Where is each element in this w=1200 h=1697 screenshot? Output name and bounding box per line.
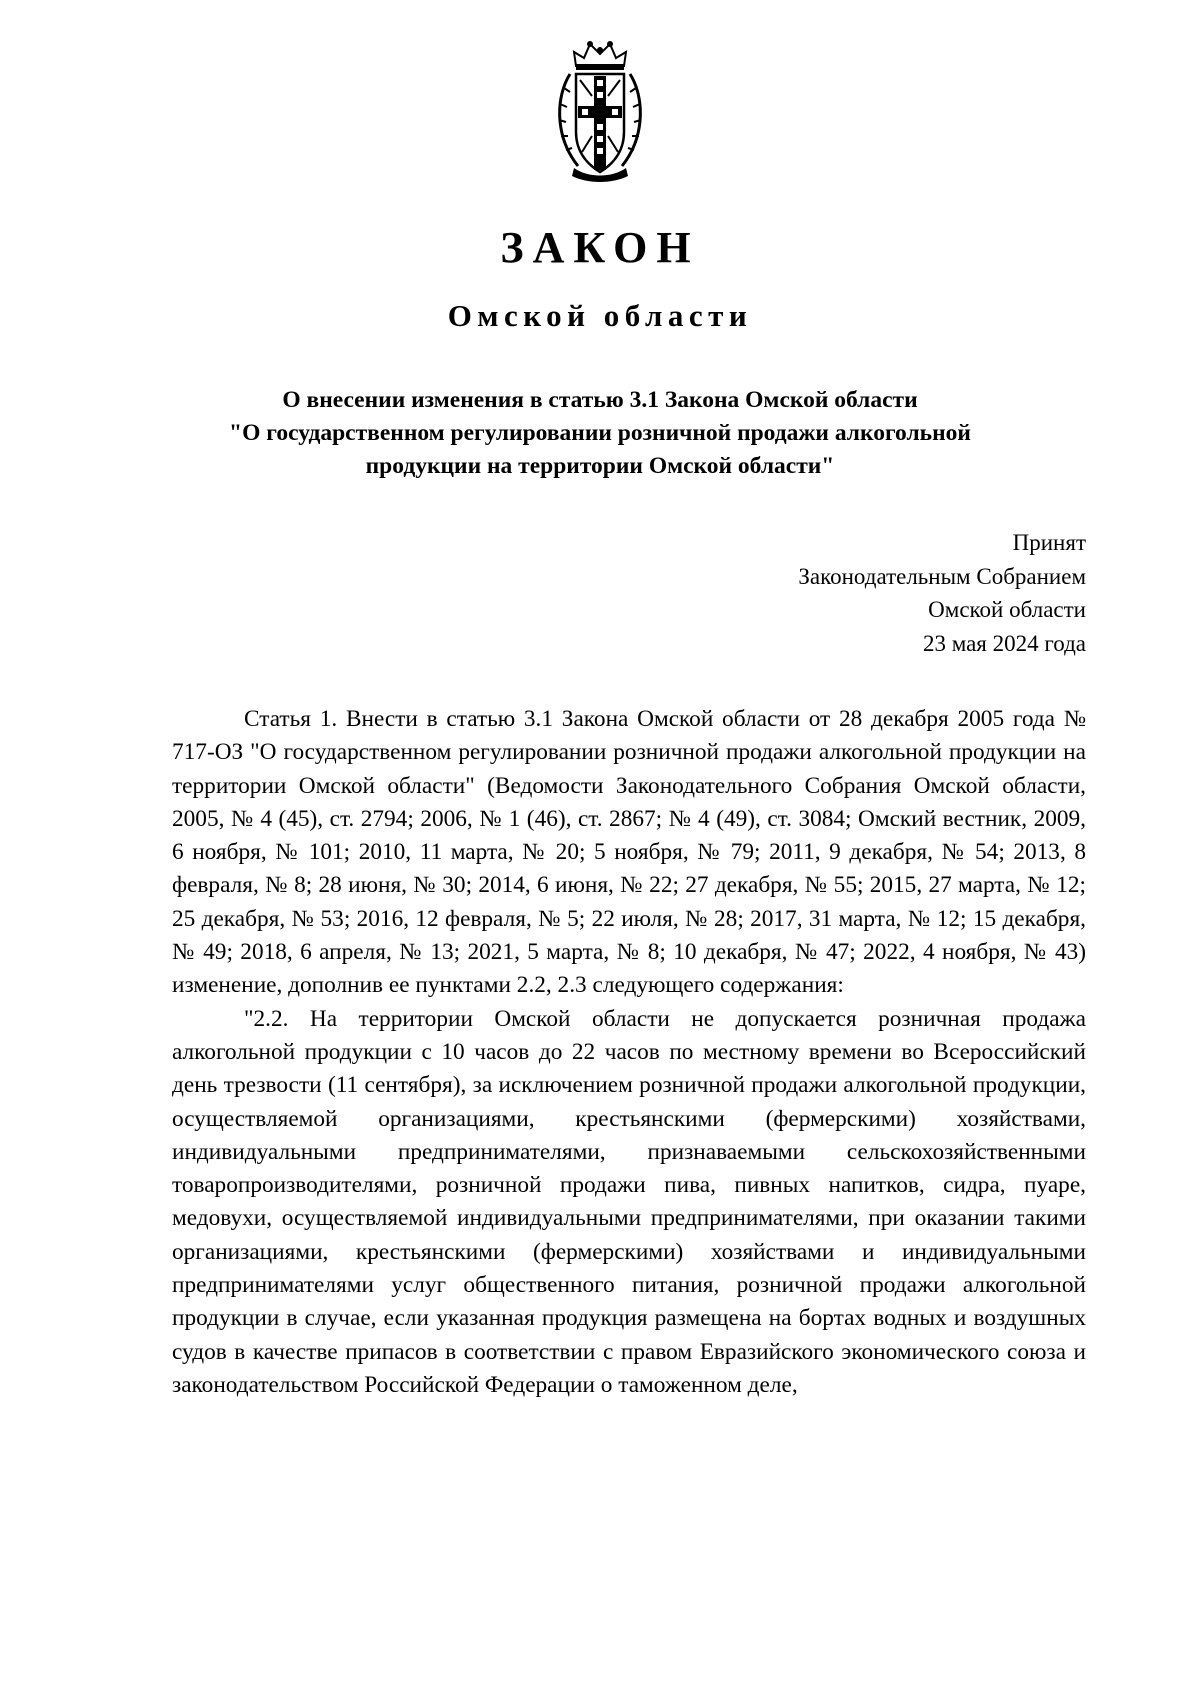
law-heading	[150, 384, 1050, 483]
law-heading-line: О внесении изменения в статью 3.1 Закона Омской области	[282, 387, 918, 413]
adoption-date: 23 мая 2024 года	[922, 630, 1086, 656]
document-title: ЗАКОН	[500, 223, 700, 272]
law-heading-line: продукции на территории Омской области"	[365, 453, 835, 479]
document-subtitle: Омской области	[447, 298, 753, 333]
coat-of-arms-icon	[548, 36, 652, 186]
law-heading-line: "О государственном регулировании розничной продажи алкогольной	[229, 420, 971, 446]
adoption-block	[798, 526, 1086, 660]
adoption-line: Омской области	[928, 597, 1086, 622]
clause-2-2-paragraph: "2.2. На территории Омской области не допускается розничная продажа алкогольной продукции с 10 часов до 22 часов по местному времени во Всероссийский день трезвости (11 сентября), за исключением розничной продажи алкогольной продукции, осуществляемой организациями, крестьянскими (фермерскими) хозяйствами, индивидуальными предпринимателями, признаваемыми сельскохозяйственными товаропроизводителями, розничной продажи пива, пивных напитков, сидра, пуаре, медовухи, осуществляемой индивидуальными предпринимателями, при оказании такими организациями, крестьянскими (фермерскими) хозяйствами и индивидуальными предпринимателями услуг общественного питания, розничной продажи алкогольной продукции в случае, если указанная продукция размещена на бортах водных и воздушных судов в качестве припасов в соответствии с правом Евразийского экономического союза и законодательством Российской Федерации о таможенном деле,	[172, 1005, 1086, 1398]
adoption-line: Принят	[1012, 530, 1086, 555]
adoption-line: Законодательным Собранием	[798, 563, 1086, 589]
article-1-paragraph: Статья 1. Внести в статью 3.1 Закона Омской области от 28 декабря 2005 года № 717-ОЗ "О государственном регулировании розничной продажи алкогольной продукции на территории Омской области" (Ведомости Законодательного Собрания Омской области, 2005, № 4 (45), ст. 2794; 2006, № 1 (46), ст. 2867; № 4 (49), ст. 3084; Омский вестник, 2009, 6 ноября, № 101; 2010, 11 марта, № 20; 5 ноября, № 79; 2011, 9 декабря, № 54; 2013, 8 февраля, № 8; 28 июня, № 30; 2014, 6 июня, № 22; 27 декабря, № 55; 2015, 27 марта, № 12; 25 декабря, № 53; 2016, 12 февраля, № 5; 22 июля, № 28; 2017, 31 марта, № 12; 15 декабря, № 49; 2018, 6 апреля, № 13; 2021, 5 марта, № 8; 10 декабря, № 47; 2022, 4 ноября, № 43) изменение, дополнив ее пунктами 2.2, 2.3 следующего содержания:	[172, 706, 1086, 999]
document-body	[172, 703, 1086, 1402]
